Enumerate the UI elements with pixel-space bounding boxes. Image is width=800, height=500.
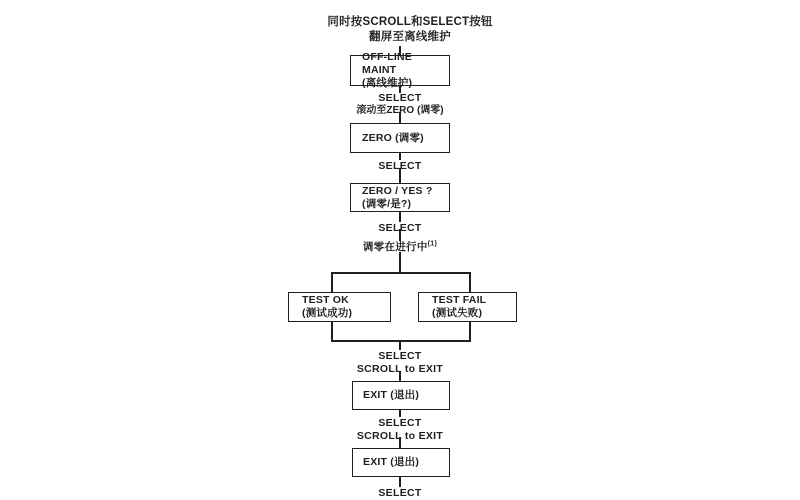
label-scroll-to-exit: SCROLL to EXIT (356, 362, 444, 375)
footnote-marker: (1) (427, 240, 438, 248)
flow-box-test-fail (418, 292, 517, 322)
connector-label-select-1 (300, 92, 500, 117)
connector-label-select-4 (300, 350, 500, 375)
diagram-title-line1: 同时按SCROLL和SELECT按钮 (327, 16, 493, 28)
flow-box-line1: ZERO (调零) (362, 131, 424, 144)
flow-box-zero (350, 123, 450, 153)
flow-box-line2: (测试失败) (432, 307, 483, 319)
label-scroll-to-exit: SCROLL to EXIT (356, 429, 444, 442)
flow-box-line1: OFF-LINE MAINT (362, 51, 413, 76)
label-select: SELECT (378, 487, 422, 499)
progress-note-text: 调零在进行中 (362, 241, 428, 253)
connector-line (399, 477, 401, 487)
flow-box-zero-yes (350, 183, 450, 212)
flow-box-line2: (调零/是?) (362, 197, 412, 210)
flow-box-exit-1 (352, 381, 450, 410)
branch-left-line (331, 322, 333, 341)
flow-box-line1: TEST FAIL (432, 294, 487, 306)
flow-box-offline-maint (350, 51, 450, 89)
connector-line (399, 341, 401, 350)
label-select: SELECT (378, 160, 422, 172)
branch-right-line (469, 322, 471, 341)
flow-box-line2: (测试成功) (302, 307, 353, 319)
label-select: SELECT (378, 92, 422, 104)
branch-split-line (331, 272, 471, 274)
flow-box-exit-2 (352, 448, 450, 477)
branch-left-line (331, 272, 333, 293)
connector-line (399, 153, 401, 160)
connector-label-select-6 (300, 487, 500, 500)
connector-line (399, 252, 401, 273)
flow-box-line2: (离线维护) (362, 77, 413, 89)
flow-box-test-ok (288, 292, 391, 322)
diagram-title-line2: 翻屏至离线维护 (369, 31, 451, 43)
connector-line (399, 410, 401, 417)
branch-join-line (331, 340, 471, 342)
flow-box-line1: EXIT (退出) (363, 389, 420, 401)
diagram-title (290, 15, 530, 45)
connector-label-select-3 (300, 222, 500, 235)
branch-right-line (469, 272, 471, 293)
connector-label-select-2 (300, 160, 500, 173)
label-scroll-to-zero: 滚动至ZERO (调零) (356, 104, 444, 116)
flow-box-line1: EXIT (退出) (363, 456, 420, 468)
label-select: SELECT (378, 417, 422, 429)
connector-line (399, 212, 401, 222)
label-select: SELECT (378, 350, 422, 362)
progress-note (300, 241, 500, 254)
flow-box-line1: TEST OK (302, 294, 349, 306)
connector-label-select-5 (300, 417, 500, 442)
label-select: SELECT (378, 222, 422, 234)
flow-box-line1: ZERO / YES ? (362, 184, 433, 197)
